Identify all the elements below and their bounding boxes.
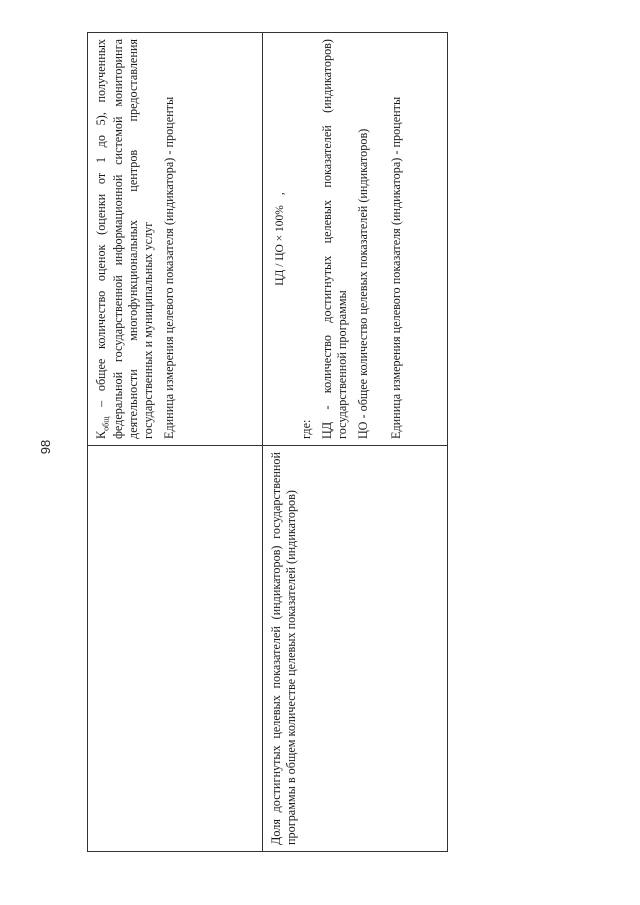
cd-definition: ЦД - количество достигнутых целевых показателей (индикаторов) государственной программы [319,39,349,439]
indicator-table-rotated [87,39,448,852]
formula-expression: ЦД / ЦО × 100% [274,205,286,286]
k-definition [94,39,156,439]
indicator-name: Доля достигнутых целевых показателей (индикаторов) государственной программы в общем количестве целевых показателей (индикаторов) [269,452,298,845]
table-cell-k-definition [88,33,263,446]
table-cell-indicator-name [263,446,448,852]
table-cell-formula [263,33,448,446]
unit-text-row2: Единица измерения целевого показателя (индикатора) - проценты [388,96,403,439]
formula [273,39,287,439]
k-subscript: общ [101,416,111,431]
k-definition-text: – общее количество оценок (оценки от 1 до 5), полученных федеральной государственной информационной системой мониторинга деятельности многофункциональных центров предоставления государственных и муниципальных услуг [94,39,155,439]
table-cell-empty [88,446,263,852]
k-symbol: К [94,430,108,439]
where-label: где: [299,419,314,439]
table-row [263,33,448,852]
unit-text-row1: Единица измерения целевого показателя (индикатора) - проценты [161,96,176,439]
page-number: 98 [38,439,53,455]
indicator-table [87,32,448,852]
spacer [371,39,389,439]
co-definition: ЦО - общее количество целевых показателей (индикаторов) [355,128,370,439]
formula-comma: , [274,192,286,196]
table-row [88,33,263,852]
